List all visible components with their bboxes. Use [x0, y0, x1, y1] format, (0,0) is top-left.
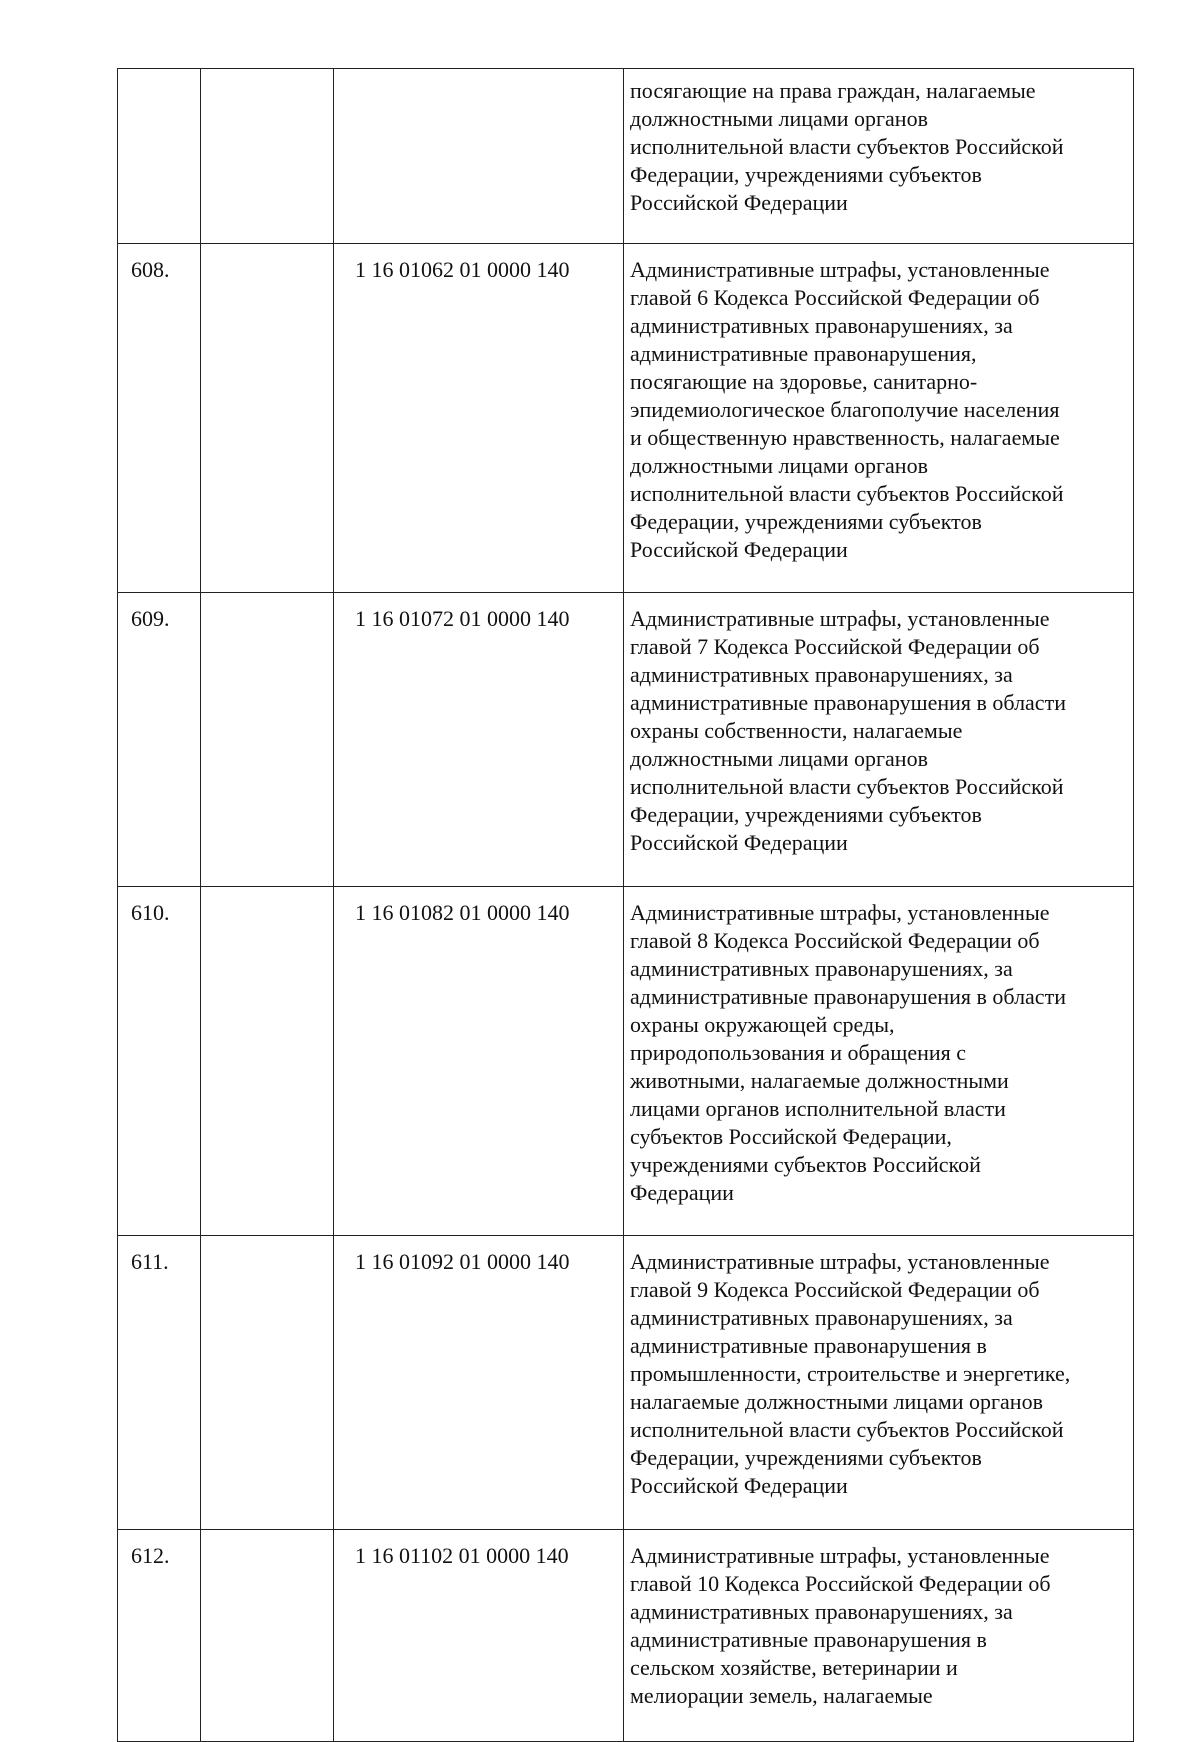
description-line: животными, налагаемые должностными: [630, 1068, 1009, 1093]
description-line: Административные штрафы, установленные: [630, 900, 1050, 925]
admin-code-cell: [201, 593, 334, 887]
description-line: природопользования и обращения с: [630, 1040, 967, 1065]
description-line: административные правонарушения,: [630, 341, 977, 366]
description-cell: [624, 244, 1134, 593]
revenue-code-cell: 1 16 01062 01 0000 140: [334, 244, 624, 593]
admin-code-cell: [201, 1236, 334, 1530]
row-number-cell: 611.: [118, 1236, 201, 1530]
description-line: учреждениями субъектов Российской: [630, 1152, 981, 1177]
table-row: [118, 244, 1134, 593]
description-line: Российской Федерации: [630, 190, 848, 215]
description-line: административные правонарушения в области: [630, 984, 1066, 1009]
description-line: должностными лицами органов: [630, 453, 928, 478]
description-line: Федерации, учреждениями субъектов: [630, 509, 982, 534]
description-line: исполнительной власти субъектов Российской: [630, 134, 1064, 159]
table-row: [118, 887, 1134, 1236]
description-line: главой 7 Кодекса Российской Федерации об: [630, 634, 1040, 659]
description-line: Федерации, учреждениями субъектов: [630, 162, 982, 187]
description-line: Российской Федерации: [630, 537, 848, 562]
description-cell: [624, 69, 1134, 244]
description-line: субъектов Российской Федерации,: [630, 1124, 952, 1149]
revenue-code-cell: [334, 69, 624, 244]
row-number-cell: 608.: [118, 244, 201, 593]
description-line: посягающие на здоровье, санитарно-: [630, 369, 978, 394]
description-line: административные правонарушения в: [630, 1333, 987, 1358]
description-line: Административные штрафы, установленные: [630, 1249, 1050, 1274]
description-line: лицами органов исполнительной власти: [630, 1096, 1006, 1121]
description-line: Российской Федерации: [630, 830, 848, 855]
description-cell: [624, 1236, 1134, 1530]
table-row-continuation: [118, 69, 1134, 244]
description-line: налагаемые должностными лицами органов: [630, 1389, 1043, 1414]
description-line: Федерации, учреждениями субъектов: [630, 802, 982, 827]
description-line: Федерации, учреждениями субъектов: [630, 1445, 982, 1470]
description-cell: [624, 1530, 1134, 1742]
description-line: промышленности, строительстве и энергетике,: [630, 1361, 1071, 1386]
description-line: административные правонарушения в: [630, 1627, 987, 1652]
description-line: мелиорации земель, налагаемые: [630, 1683, 933, 1708]
description-cell: [624, 593, 1134, 887]
description-line: административных правонарушениях, за: [630, 313, 1013, 338]
table-row: [118, 1530, 1134, 1742]
description-line: Административные штрафы, установленные: [630, 606, 1050, 631]
description-line: должностными лицами органов: [630, 746, 928, 771]
revenue-code-cell: 1 16 01102 01 0000 140: [334, 1530, 624, 1742]
description-line: административных правонарушениях, за: [630, 662, 1013, 687]
description-line: Административные штрафы, установленные: [630, 257, 1050, 282]
table-row: [118, 593, 1134, 887]
description-line: главой 10 Кодекса Российской Федерации об: [630, 1571, 1051, 1596]
description-line: посягающие на права граждан, налагаемые: [630, 78, 1036, 103]
revenue-code-cell: 1 16 01082 01 0000 140: [334, 887, 624, 1236]
description-line: исполнительной власти субъектов Российской: [630, 481, 1064, 506]
description-line: охраны окружающей среды,: [630, 1012, 895, 1037]
description-line: исполнительной власти субъектов Российской: [630, 774, 1064, 799]
revenue-codes-table: [117, 68, 1134, 1742]
description-line: главой 8 Кодекса Российской Федерации об: [630, 928, 1040, 953]
row-number-cell: 610.: [118, 887, 201, 1236]
admin-code-cell: [201, 887, 334, 1236]
table-row: [118, 1236, 1134, 1530]
description-cell: [624, 887, 1134, 1236]
description-line: главой 6 Кодекса Российской Федерации об: [630, 285, 1040, 310]
revenue-code-cell: 1 16 01072 01 0000 140: [334, 593, 624, 887]
row-number-cell: 609.: [118, 593, 201, 887]
description-line: и общественную нравственность, налагаемые: [630, 425, 1060, 450]
admin-code-cell: [201, 1530, 334, 1742]
description-line: Федерации: [630, 1180, 734, 1205]
admin-code-cell: [201, 244, 334, 593]
description-line: Административные штрафы, установленные: [630, 1543, 1050, 1568]
description-line: главой 9 Кодекса Российской Федерации об: [630, 1277, 1040, 1302]
description-line: административные правонарушения в области: [630, 690, 1066, 715]
revenue-code-cell: 1 16 01092 01 0000 140: [334, 1236, 624, 1530]
row-number-cell: 612.: [118, 1530, 201, 1742]
description-line: административных правонарушениях, за: [630, 1305, 1013, 1330]
description-line: охраны собственности, налагаемые: [630, 718, 963, 743]
description-line: сельском хозяйстве, ветеринарии и: [630, 1655, 958, 1680]
description-line: Российской Федерации: [630, 1473, 848, 1498]
row-number-cell: [118, 69, 201, 244]
description-line: административных правонарушениях, за: [630, 1599, 1013, 1624]
description-line: административных правонарушениях, за: [630, 956, 1013, 981]
admin-code-cell: [201, 69, 334, 244]
description-line: эпидемиологическое благополучие населения: [630, 397, 1060, 422]
description-line: должностными лицами органов: [630, 106, 928, 131]
description-line: исполнительной власти субъектов Российской: [630, 1417, 1064, 1442]
